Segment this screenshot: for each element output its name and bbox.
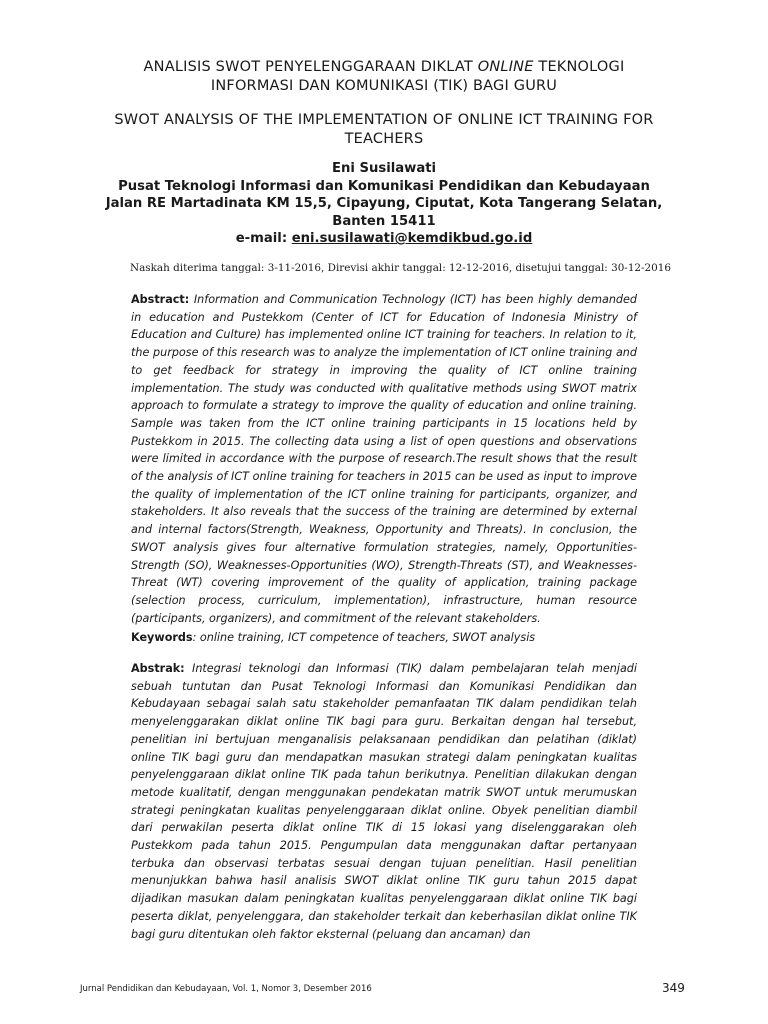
abstract-text: Information and Communication Technology (ICT) has been highly demanded in education and Pustekkom (Center of ICT for Education of Indonesia Ministry of Education and Culture) has implemented online ICT training for teachers. In relation to it, the purpose of this research was to analyze the implementation of ICT online training and to get feedback for strategy in improving the quality of ICT online training implementation. The study was conducted with qualitative methods using SWOT matrix approach to formulate a strategy to improve the quality of education and online training. Sample was taken from the ICT online training participants in 15 locations held by Pustekkom in 2015. The collecting data using a list of open questions and observations were limited in accordance with the purpose of research.The result shows that the result of the analysis of ICT online training for teachers in 2015 can be used as input to improve the quality of implementation of the ICT online training for participants, organizer, and stakeholders. It also reveals that the success of the training are determined by external and internal factors(Strength, Weakness, Opportunity and Threats). In conclusion, the SWOT analysis gives four alternative formulation strategies, namely, Opportunities-Strength (SO), Weaknesses-Opportunities (WO), Strength-Threats (ST), and Weaknesses-Threat (WT) covering improvement of the quality of application, training package (selection process, curriculum, implementation), infrastructure, human resource (participants, organizers), and commitment of the relevant stakeholders. [131,293,637,625]
author-block [100,160,668,248]
footer-journal-info: Jurnal Pendidikan dan Kebudayaan, Vol. 1, Nomor 3, Desember 2016 [80,984,372,994]
keywords-text: : online training, ICT competence of teachers, SWOT analysis [192,631,536,644]
title-english-line2: TEACHERS [344,131,424,147]
author-address-line2: Banten 15411 [332,213,436,229]
page-number: 349 [662,981,685,995]
keywords [131,629,637,647]
title-indonesian-line1: ANALISIS SWOT PENYELENGGARAAN DIKLAT ONLINE TEKNOLOGI [143,59,625,75]
title-english-line1: SWOT ANALYSIS OF THE IMPLEMENTATION OF ONLINE ICT TRAINING FOR [114,112,654,128]
abstract-indonesian [131,660,637,943]
submission-dates: Naskah diterima tanggal: 3-11-2016, Direvisi akhir tanggal: 12-12-2016, disetujui tanggal: 30-12-2016 [130,262,671,274]
email-link[interactable]: eni.susilawati@kemdikbud.go.id [291,231,533,246]
author-affiliation: Pusat Teknologi Informasi dan Komunikasi Pendidikan dan Kebudayaan [118,178,650,194]
title-indonesian [100,58,668,96]
title-indonesian-line2: INFORMASI DAN KOMUNIKASI (TIK) BAGI GURU [210,78,558,94]
abstract-label: Abstract: [131,293,190,306]
abstrak-text: Integrasi teknologi dan Informasi (TIK) dalam pembelajaran telah menjadi sebuah tuntutan dan Pusat Teknologi Informasi dan Komunikasi Pendidikan dan Kebudayaan sebagai salah satu stakeholder pemanfaatan TIK dalam pendidikan telah menyelenggarakan diklat online TIK bagi para guru. Berkaitan dengan hal tersebut, penelitian ini bertujuan menganalisis pelaksanaan pendidikan dan pelatihan (diklat) online TIK bagi guru dan mendapatkan masukan strategi dalam peningkatan kualitas penyelenggaraan diklat online TIK pada tahun berikutnya. Penelitian dilakukan dengan metode kualitatif, dengan menggunakan pendekatan matrik SWOT untuk merumuskan strategi peningkatan kualitas penyelenggaraan diklat online. Obyek penelitian diambil dari perwakilan peserta diklat online TIK di 15 lokasi yang diselenggarakan oleh Pustekkom pada tahun 2015. Pengumpulan data menggunakan daftar pertanyaan terbuka dan observasi terbatas sesuai dengan tujuan penelitian. Hasil penelitian menunjukkan bahwa hasil analisis SWOT diklat online TIK guru tahun 2015 dapat dijadikan masukan dalam peningkatan kualitas penyelenggaraan diklat online TIK bagi peserta diklat, penyelenggara, dan stakeholder terkait dan keberhasilan diklat online TIK bagi guru ditentukan oleh faktor eksternal (peluang dan ancaman) dan [131,662,638,941]
author-email-line [100,230,668,248]
abstract-english [131,291,637,627]
author-name: Eni Susilawati [331,161,437,176]
abstrak-label: Abstrak: [131,662,185,675]
email-label: e-mail: [235,231,292,246]
author-address-line1: Jalan RE Martadinata KM 15,5, Cipayung, Ciputat, Kota Tangerang Selatan, [105,196,663,211]
keywords-label: Keywords [131,631,193,644]
title-english [90,111,678,149]
